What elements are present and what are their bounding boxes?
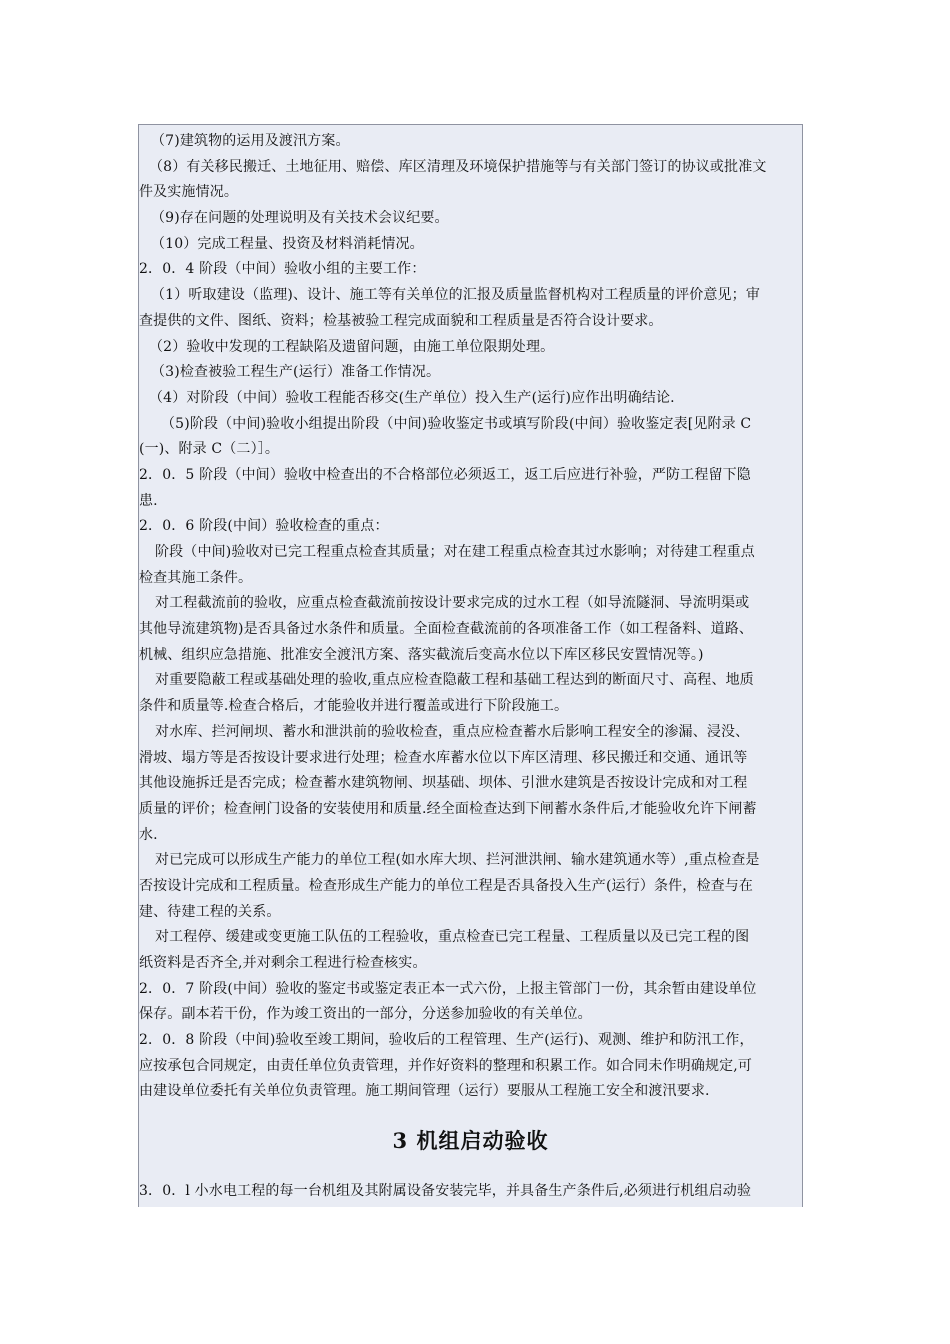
text-line: 纸资料是否齐全,并对剩余工程进行检查核实。 xyxy=(139,955,427,971)
text-line: 由建设单位委托有关单位负责管理。施工期间管理（运行）要服从工程施工安全和渡汛要求. xyxy=(139,1083,710,1100)
text-line: （4）对阶段（中间）验收工程能否移交(生产单位）投入生产(运行)应作出明确结论. xyxy=(149,389,675,406)
text-line: 否按设计完成和工程质量。检查形成生产能力的单位工程是否具备投入生产(运行）条件，检查与在 xyxy=(139,877,754,894)
text-line: 3．0．l 小水电工程的每一台机组及其附属设备安装完毕，并具备生产条件后,必须进行机组启动验 xyxy=(139,1183,752,1199)
text-line: 应按承包合同规定，由责任单位负责管理，并作好资料的整理和积累工作。如合同未作明确规定,可 xyxy=(139,1057,753,1074)
text-line: 其他导流建筑物)是否具备过水条件和质量。全面检查截流前的各项准备工作（如工程备料、道路、 xyxy=(139,621,754,638)
text-line: 水. xyxy=(139,826,158,843)
text-line: 建、待建工程的关系。 xyxy=(139,903,281,920)
text-line: 阶段（中间)验收对已完工程重点检查其质量；对在建工程重点检查其过水影响；对待建工程重点 xyxy=(155,544,755,560)
text-line: 件及实施情况。 xyxy=(139,184,239,201)
text-line: 患. xyxy=(139,492,158,509)
text-line: 对重要隐蔽工程或基础处理的验收,重点应检查隐蔽工程和基础工程达到的断面尺寸、高程、地质 xyxy=(155,672,754,689)
section-heading: 3 机组启动验收 xyxy=(392,1128,549,1153)
text-line: 2．0．8 阶段（中间)验收至竣工期间，验收后的工程管理、生产(运行)、观测、维护和防汛工作， xyxy=(139,1032,754,1049)
text-line: 对工程停、缓建或变更施工队伍的工程验收，重点检查已完工程量、工程质量以及已完工程的图 xyxy=(155,929,750,946)
text-line: （7)建筑物的运用及渡汛方案。 xyxy=(151,133,350,149)
text-line: （2）验收中发现的工程缺陷及遗留问题，由施工单位限期处理。 xyxy=(149,338,555,355)
text-line: （1）听取建设（监理)、设计、施工等有关单位的汇报及质量监督机构对工程质量的评价意见；审 xyxy=(151,287,760,304)
text-line: 机械、组织应急措施、批准安全渡汛方案、落实截流后变高水位以下库区移民安置情况等。) xyxy=(139,646,704,663)
text-line: 2．0．7 阶段(中间）验收的鉴定书或鉴定表正本一式六份，上报主管部门一份，其余暂由建设单位 xyxy=(139,980,757,997)
body-text xyxy=(139,129,802,1105)
text-line: 2．0．4 阶段（中间）验收小组的主要工作： xyxy=(139,261,426,278)
document-page xyxy=(138,124,803,1207)
text-line: 查提供的文件、图纸、资料；检基被验工程完成面貌和工程质量是否符合设计要求。 xyxy=(139,312,663,329)
text-line: 对水库、拦河闸坝、蓄水和泄洪前的验收检查，重点应检查蓄水后影响工程安全的渗漏、浸没、 xyxy=(155,723,750,740)
text-line: 滑坡、塌方等是否按设计要求进行处理；检查水库蓄水位以下库区清理、移民搬迁和交通、通讯等 xyxy=(139,749,748,766)
text-line: 条件和质量等.检查合格后，才能验收并进行覆盖或进行下阶段施工。 xyxy=(139,698,569,715)
text-line: （3)检查被验工程生产(运行）准备工作情况。 xyxy=(151,364,441,381)
text-line: 保存。副本若干份，作为竣工资出的一部分，分送参加验收的有关单位。 xyxy=(139,1006,592,1023)
text-line: 2．0．6 阶段(中间）验收检查的重点： xyxy=(139,518,389,535)
text-line: （10）完成工程量、投资及材料消耗情况。 xyxy=(151,235,424,252)
text-line: (一)、附录 C（二）］。 xyxy=(139,441,280,458)
text-line: 对工程截流前的验收，应重点检查截流前按设计要求完成的过水工程（如导流隧洞、导流明渠或 xyxy=(155,595,750,612)
text-line: 对已完成可以形成生产能力的单位工程(如水库大坝、拦河泄洪闸、输水建筑通水等）,重点检查是 xyxy=(155,852,760,869)
text-line: （8）有关移民搬迁、土地征用、赔偿、库区清理及环境保护措施等与有关部门签订的协议或批准文 xyxy=(149,158,767,175)
text-line: 检查其施工条件。 xyxy=(139,569,253,586)
text-line: （5)阶段（中间)验收小组提出阶段（中间)验收鉴定书或填写阶段(中间）验收鉴定表[见附录 C xyxy=(161,415,752,432)
text-line: 质量的评价；检查闸门设备的安装使用和质量.经全面检查达到下闸蓄水条件后,才能验收允许下闸蓄 xyxy=(139,800,757,817)
text-line: （9)存在问题的处理说明及有关技术会议纪要。 xyxy=(151,210,449,227)
text-line: 2．0．5 阶段（中间）验收中检查出的不合格部位必须返工，返工后应进行补验，严防工程留下隐 xyxy=(139,466,751,483)
text-line: 其他设施拆迁是否完成；检查蓄水建筑物闸、坝基础、坝体、引泄水建筑是否按设计完成和对工程 xyxy=(139,775,748,792)
